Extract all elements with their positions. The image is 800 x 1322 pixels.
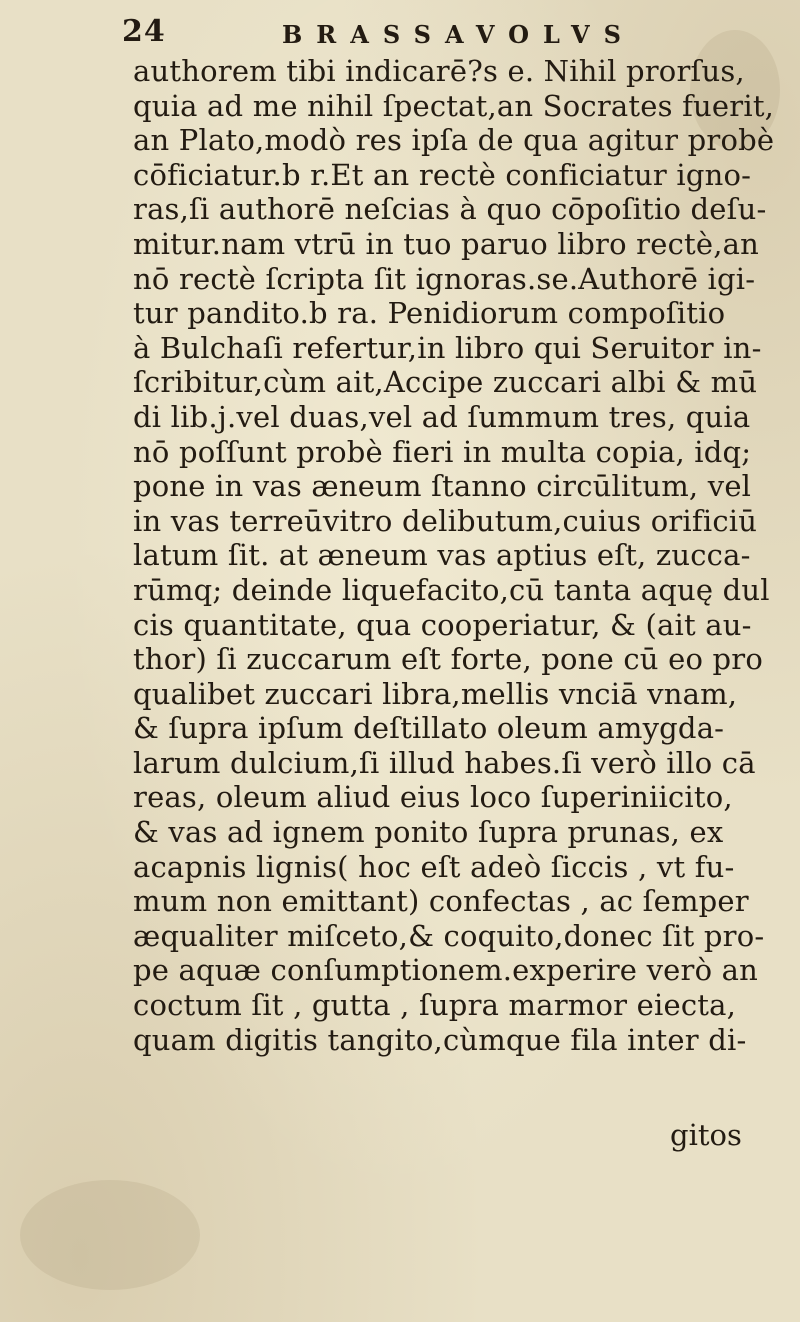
- text-line: di lib.j.vel duas,vel ad ſummum tres, quia: [133, 399, 751, 434]
- paper-stain: [20, 1180, 200, 1290]
- running-head: BRASSAVOLVS: [282, 20, 635, 49]
- text-line: qualibet zuccari libra,mellis vnciā vnam,: [133, 676, 738, 711]
- text-line: cōficiatur.b r.Et an rectè conficiatur igno-: [133, 157, 752, 192]
- page-header: [122, 14, 662, 54]
- text-line: & ſupra ipſum deſtillato oleum amygda-: [133, 711, 725, 746]
- text-line: latum ſit. at æneum vas aptius eſt, zucca-: [133, 538, 751, 573]
- catchword: gitos: [670, 1118, 742, 1152]
- text-line: æqualiter miſceto,& coquito,donec ſit pro-: [133, 918, 765, 953]
- text-line: an Plato,modò res ipſa de qua agitur probè: [133, 123, 775, 158]
- text-line: larum dulcium,ſi illud habes.ſi verò illo cā: [133, 745, 756, 780]
- page-number: 24: [122, 14, 166, 49]
- text-line: acapnis lignis( hoc eſt adeò ſiccis , vt fu-: [133, 849, 735, 884]
- text-line: reas, oleum aliud eius loco ſuperiniicito,: [133, 780, 733, 815]
- text-line: quia ad me nihil ſpectat,an Socrates fuerit,: [133, 88, 775, 123]
- text-line: thor) ſi zuccarum eſt forte, pone cū eo pro: [133, 642, 764, 677]
- text-line: ras,ſi authorē neſcias à quo cōpoſitio deſu-: [133, 192, 767, 227]
- text-line: mitur.nam vtrū in tuo paruo libro rectè,an: [133, 226, 760, 261]
- text-line: rūmq; deinde liquefacito,cū tanta aquę dul: [133, 572, 770, 607]
- text-line: authorem tibi indicarē?s e. Nihil prorſus,: [133, 54, 745, 88]
- text-line: nō rectè ſcripta ſit ignoras.se.Authorē igi-: [133, 261, 756, 296]
- text-line: & vas ad ignem ponito ſupra prunas, ex: [133, 815, 724, 850]
- text-line: nō poſſunt probè fieri in multa copia, idq;: [133, 434, 752, 469]
- text-line: tur pandito.b ra. Penidiorum compoſitio: [133, 296, 726, 331]
- text-line: quam digitis tangito,cùmque fila inter di-: [133, 1022, 747, 1057]
- text-line: mum non emittant) confectas , ac ſemper: [133, 884, 749, 919]
- text-line: à Bulchaſi refertur,in libro qui Seruitor in-: [133, 330, 762, 365]
- text-line: pone in vas æneum ſtanno circūlitum, vel: [133, 469, 752, 504]
- text-line: ſcribitur,cùm ait,Accipe zuccari albi & mū: [133, 365, 758, 400]
- body-text: [133, 54, 773, 1057]
- text-line: pe aquæ conſumptionem.experire verò an: [133, 953, 759, 988]
- text-line: cis quantitate, qua cooperiatur, & (ait au-: [133, 607, 752, 642]
- text-line: in vas terreūvitro delibutum,cuius orificiū: [133, 503, 758, 538]
- text-line: coctum ſit , gutta , ſupra marmor eiecta,: [133, 988, 737, 1023]
